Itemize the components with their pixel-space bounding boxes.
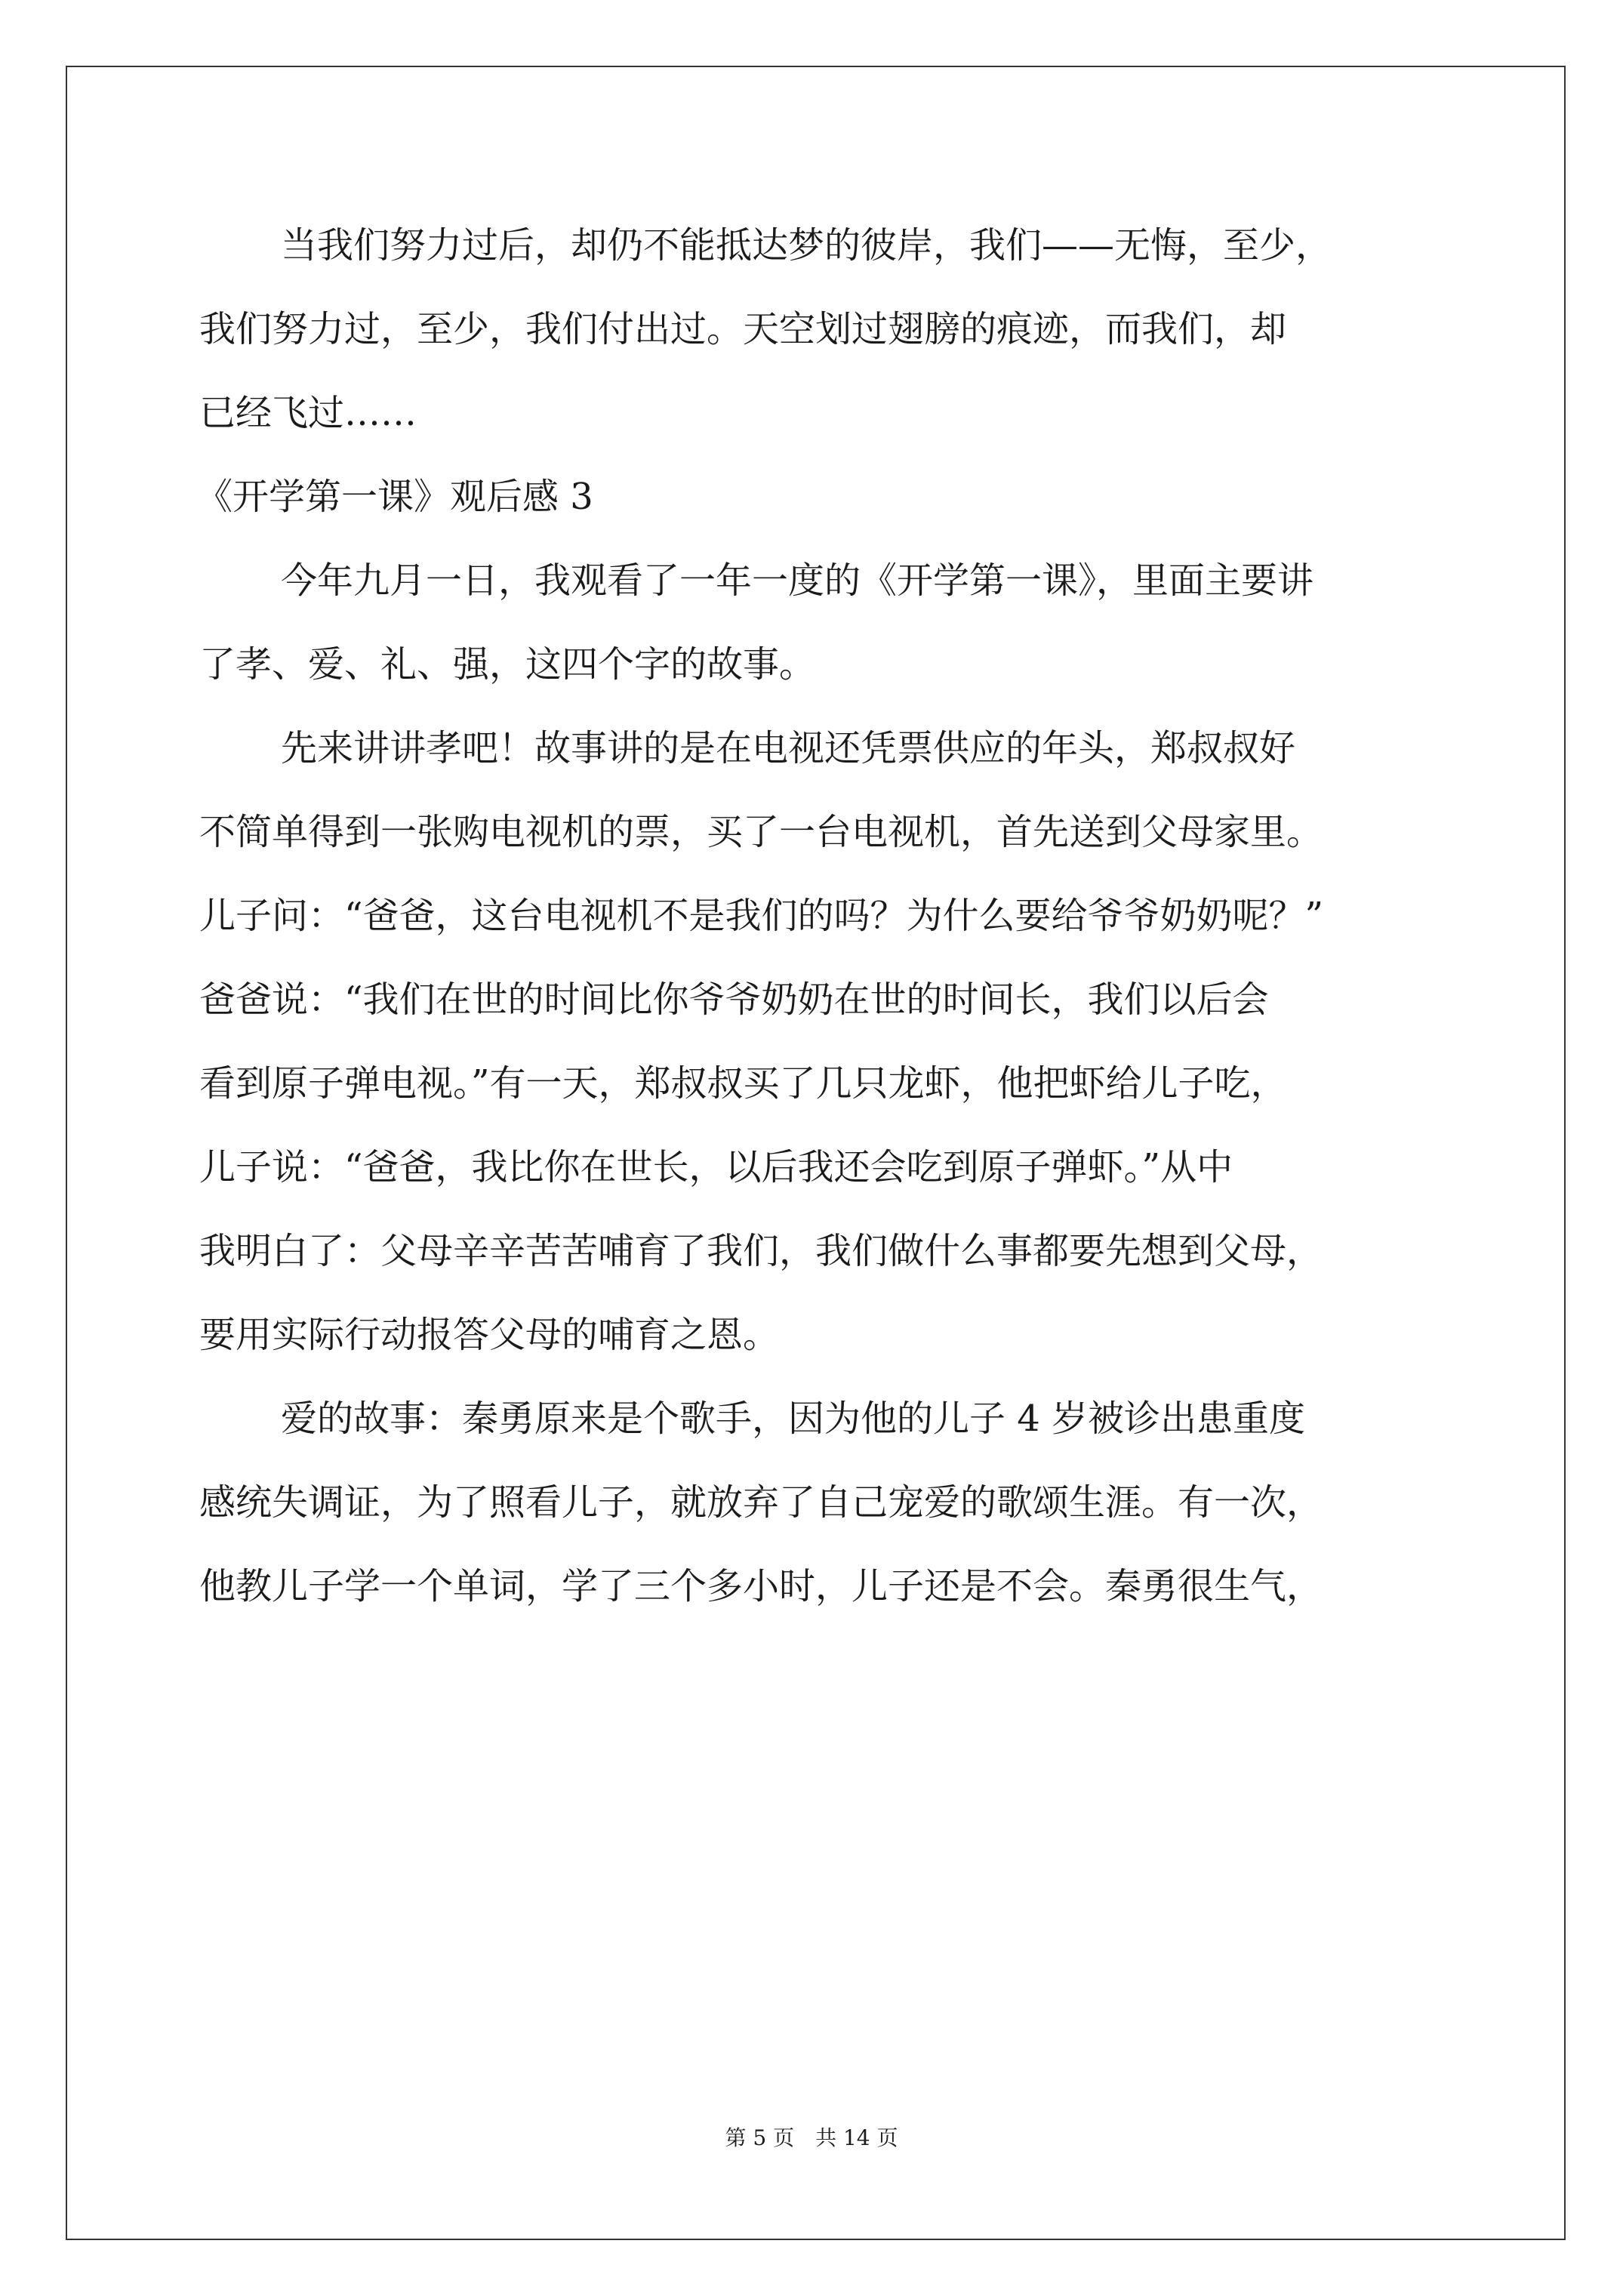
paragraph-line: 了孝、爱、礼、强，这四个字的故事。 xyxy=(199,643,816,686)
paragraph-line: 儿子说：“爸爸，我比你在世长，以后我还会吃到原子弹虾。”从中 xyxy=(199,1146,1233,1188)
paragraph-line: 要用实际行动报答父母的哺育之恩。 xyxy=(199,1314,780,1356)
paragraph-line: 他教儿子学一个单词，学了三个多小时，儿子还是不会。秦勇很生气， xyxy=(199,1565,1323,1607)
paragraph-line: 感统失调证，为了照看儿子，就放弃了自己宠爱的歌颂生涯。有一次， xyxy=(199,1481,1323,1524)
paragraph-line: 先来讲讲孝吧！故事讲的是在电视还凭票供应的年头，郑叔叔好 xyxy=(281,727,1296,769)
section-heading: 《开学第一课》观后感 3 xyxy=(196,476,593,518)
paragraph-line: 不简单得到一张购电视机的票，买了一台电视机，首先送到父母家里。 xyxy=(199,811,1323,853)
paragraph-line: 我明白了：父母辛辛苦苦哺育了我们，我们做什么事都要先想到父母， xyxy=(199,1230,1323,1272)
paragraph-line: 看到原子弹电视。”有一天，郑叔叔买了几只龙虾，他把虾给儿子吃， xyxy=(199,1062,1287,1105)
page-number-footer: 第 5 页 共 14 页 xyxy=(725,2125,898,2150)
paragraph-line: 已经飞过…… xyxy=(199,392,417,434)
paragraph-line: 当我们努力过后，却仍不能抵达梦的彼岸，我们——无悔，至少， xyxy=(281,224,1332,267)
paragraph-line: 儿子问：“爸爸，这台电视机不是我们的吗？为什么要给爷爷奶奶呢？” xyxy=(199,895,1324,937)
paragraph-line: 爱的故事：秦勇原来是个歌手，因为他的儿子 4 岁被诊出患重度 xyxy=(281,1398,1306,1440)
paragraph-line: 我们努力过，至少，我们付出过。天空划过翅膀的痕迹，而我们，却 xyxy=(199,308,1287,350)
paragraph-line: 今年九月一日，我观看了一年一度的《开学第一课》，里面主要讲 xyxy=(281,559,1314,602)
paragraph-line: 爸爸说：“我们在世的时间比你爷爷奶奶在世的时间长，我们以后会 xyxy=(199,978,1269,1021)
